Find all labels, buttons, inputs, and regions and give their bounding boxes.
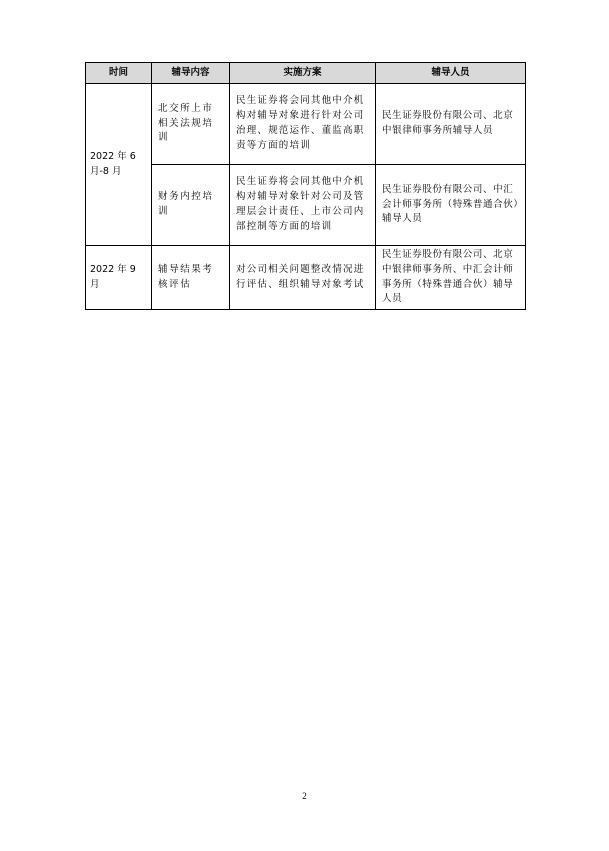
- time-cell: 2022 年 9 月: [86, 246, 152, 310]
- content-cell: 辅导结果考核评估: [152, 246, 230, 310]
- plan-cell: 民生证券将会同其他中介机构对辅导对象针对公司及管理层会计责任、上市公司内部控制等方面的培训: [230, 165, 376, 246]
- staff-cell: 民生证券股份有限公司、北京中银律师事务所辅导人员: [376, 84, 526, 165]
- table-row: [86, 84, 526, 165]
- header-time: 时间: [86, 63, 152, 84]
- header-content: 辅导内容: [152, 63, 230, 84]
- staff-cell: 民生证券股份有限公司、中汇会计师事务所（特殊普通合伙）辅导人员: [376, 165, 526, 246]
- table-row: [86, 165, 526, 246]
- plan-cell: 对公司相关问题整改情况进行评估、组织辅导对象考试: [230, 246, 376, 310]
- content-cell: 财务内控培训: [152, 165, 230, 246]
- tutoring-schedule-table: [85, 62, 526, 310]
- header-staff: 辅导人员: [376, 63, 526, 84]
- content-cell: 北交所上市相关法规培训: [152, 84, 230, 165]
- table-row: [86, 246, 526, 310]
- time-cell: 2022 年 6 月-8 月: [86, 84, 152, 246]
- table-header-row: [86, 63, 526, 84]
- plan-cell: 民生证券将会同其他中介机构对辅导对象进行针对公司治理、规范运作、董监高职责等方面的培训: [230, 84, 376, 165]
- staff-cell: 民生证券股份有限公司、北京中银律师事务所、中汇会计师事务所（特殊普通合伙）辅导人员: [376, 246, 526, 310]
- header-plan: 实施方案: [230, 63, 376, 84]
- page-number: 2: [302, 791, 307, 801]
